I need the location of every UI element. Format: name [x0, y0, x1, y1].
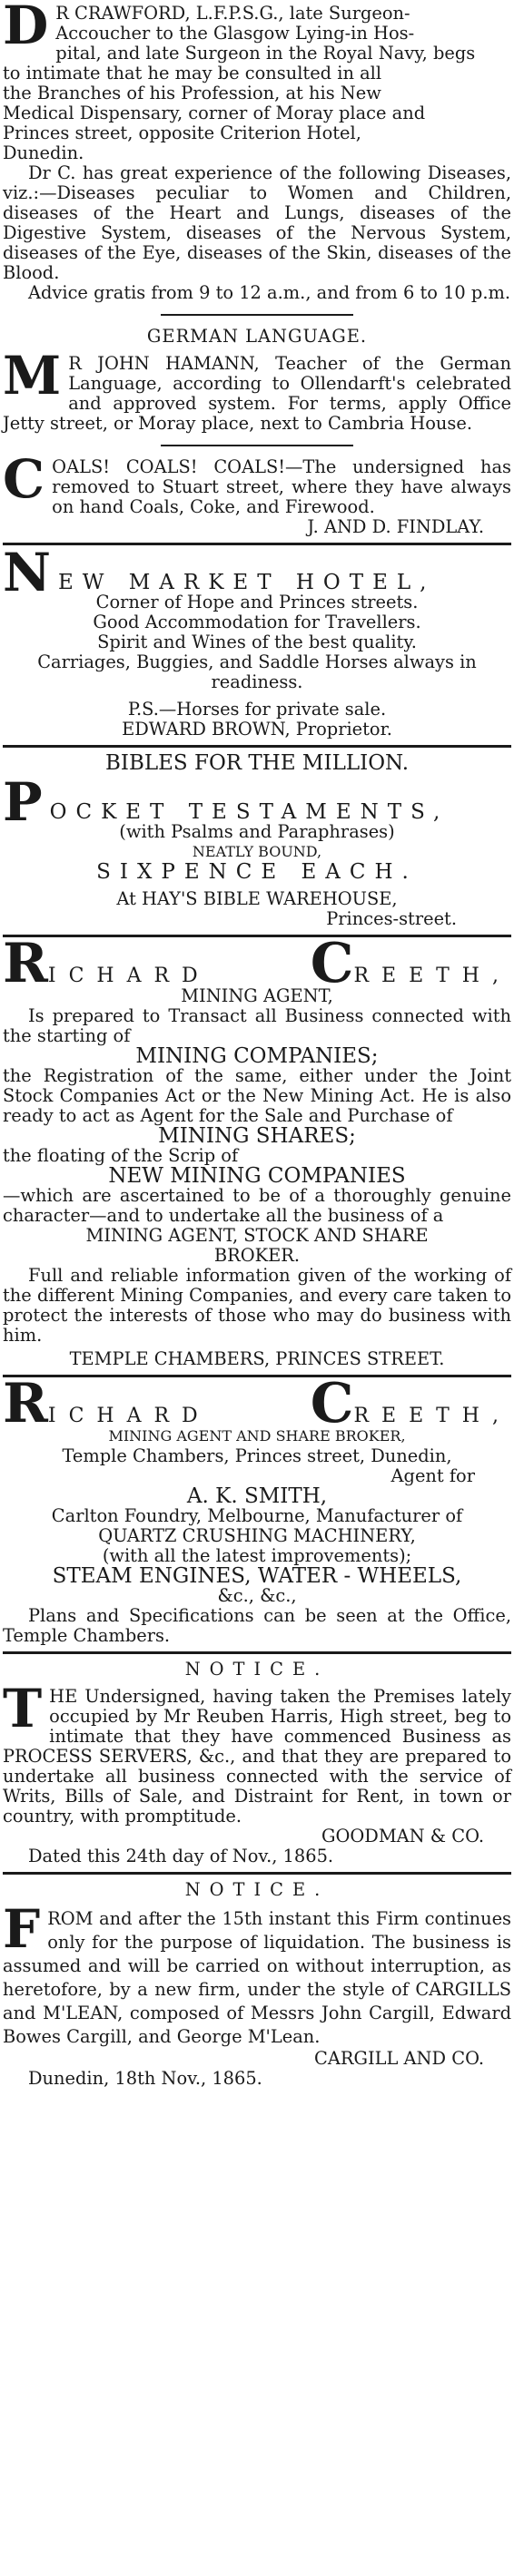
- bibles-advertisement: [3, 753, 511, 929]
- creeth2-l7: (with all the latest improvements);: [102, 1545, 412, 1566]
- crawford-line-8: Dunedin.: [3, 142, 84, 163]
- creeth2-l9: &c., &c.,: [217, 1585, 297, 1606]
- hotel-line-4: Carriages, Buggies, and Saddle Horses always in: [37, 651, 477, 672]
- name-creeth: REETH,: [353, 1405, 511, 1427]
- divider: [3, 745, 511, 748]
- divider: [3, 1872, 511, 1875]
- bibles-street: Princes-street.: [326, 908, 457, 929]
- creeth-address: TEMPLE CHAMBERS, PRINCES STREET.: [69, 1348, 445, 1369]
- cargill-notice: [3, 1880, 511, 2089]
- coals-signature: J. AND D. FINDLAY.: [307, 516, 484, 537]
- crawford-line-1: R CRAWFORD, L.F.P.S.G., late Surgeon-: [55, 3, 410, 24]
- german-language-advertisement: [3, 327, 511, 434]
- creeth-agent-for-smith-advertisement: [3, 1372, 511, 1646]
- hotel-ps: P.S.—Horses for private sale.: [127, 699, 387, 720]
- divider: [3, 935, 511, 937]
- divider: [161, 314, 354, 316]
- crawford-line-3: pital, and late Surgeon in the Royal Navy, begs: [55, 43, 476, 64]
- coals-advertisement: [3, 448, 511, 537]
- coals-text: OALS! COALS! COALS!—The undersigned has removed to Stuart street, where they have always on hand Coals, Coke, and Firewood.: [52, 456, 511, 517]
- crawford-line-2: Accoucher to the Glasgow Lying-in Hos-: [55, 23, 415, 44]
- divider: [3, 543, 511, 545]
- name-richard: ICHARD: [47, 1405, 211, 1427]
- cargill-text: ROM and after the 15th instant this Firm continues only for the purpose of liquidation. The business is assumed and will be carried on without interruption, as heretofore, by a new firm, under the style of CARGILLS and M'LEAN, composed of Messrs John Cargill, Edward Bowes Cargill, and George M'Lean.: [3, 1908, 511, 2047]
- cargill-signature: CARGILL AND CO.: [314, 2048, 484, 2069]
- hotel-title: EW MARKET HOTEL,: [58, 571, 436, 594]
- creeth-mining-agent-advertisement: [3, 932, 511, 1369]
- creeth2-l5: Carlton Foundry, Melbourne, Manufacturer of: [51, 1505, 463, 1526]
- drop-cap-c: C: [3, 448, 45, 510]
- creeth2-plans: Plans and Specifications can be seen at the Office, Temple Chambers.: [3, 1605, 511, 1646]
- german-heading: GERMAN LANGUAGE.: [146, 326, 368, 347]
- german-text: R JOHN HAMANN, Teacher of the German Language, according to Ollendarft's celebrated and approved system. For terms, apply Office Jetty street, or Moray place, next to Cambria House.: [3, 353, 511, 434]
- hotel-line-3: Spirit and Wines of the best quality.: [97, 632, 417, 652]
- creeth2-l2: Temple Chambers, Princes street, Dunedin,: [62, 1445, 452, 1466]
- hotel-line-5: readiness.: [211, 671, 303, 692]
- crawford-advertisement: [3, 0, 511, 303]
- hotel-signature: EDWARD BROWN, Proprietor.: [122, 719, 392, 739]
- creeth-p3: the floating of the Scrip of: [3, 1145, 239, 1166]
- crawford-diseases: Dr C. has great experience of the following Diseases, viz.:—Diseases peculiar to Women and Children, diseases of the Heart and Lungs, diseases of the Digestive System, diseases of the Nervous System, diseases of the Eye, diseases of the Skin, diseases of the Blood.: [3, 162, 511, 283]
- creeth-h4b: BROKER.: [213, 1245, 301, 1266]
- initial-c: C: [310, 932, 354, 995]
- bibles-heading: BIBLES FOR THE MILLION.: [104, 751, 410, 775]
- crawford-hours: Advice gratis from 9 to 12 a.m., and from 6 to 10 p.m.: [28, 282, 511, 303]
- creeth2-l3: Agent for: [390, 1465, 475, 1486]
- drop-cap-t: T: [3, 1678, 43, 1739]
- creeth2-l4: A. K. SMITH,: [186, 1484, 328, 1508]
- notice-heading: NOTICE.: [184, 1879, 330, 1900]
- crawford-line-7: Princes street, opposite Criterion Hotel,: [3, 122, 361, 143]
- bibles-bound: NEATLY BOUND,: [192, 843, 322, 860]
- creeth-h1: MINING COMPANIES;: [135, 1044, 379, 1068]
- creeth-h4a: MINING AGENT, STOCK AND SHARE: [85, 1225, 429, 1246]
- goodman-signature: GOODMAN & CO.: [321, 1826, 484, 1846]
- creeth-p2: the Registration of the same, either under the Joint Stock Companies Act or the New Mining Act. He is also ready to act as Agent for the Sale and Purchase of: [3, 1065, 511, 1126]
- hotel-advertisement: [3, 542, 511, 739]
- creeth-name: [3, 932, 511, 995]
- crawford-line-5: the Branches of his Profession, at his New: [3, 83, 381, 103]
- bibles-sub: (with Psalms and Paraphrases): [119, 821, 395, 842]
- drop-cap-m: M: [3, 345, 62, 406]
- bibles-title: OCKET TESTAMENTS,: [49, 800, 450, 824]
- divider: [161, 445, 354, 446]
- name-richard: ICHARD: [47, 965, 211, 987]
- cargill-dated: Dunedin, 18th Nov., 1865.: [28, 2068, 262, 2089]
- crawford-line-6: Medical Dispensary, corner of Moray place and: [3, 103, 426, 123]
- hotel-line-1: Corner of Hope and Princes streets.: [95, 592, 419, 612]
- creeth-p5: Full and reliable information given of the working of the different Mining Companies, and every care taken to protect the interests of those who may do business with him.: [3, 1265, 511, 1346]
- creeth2-l6: QUARTZ CRUSHING MACHINERY,: [98, 1525, 416, 1546]
- crawford-line-4: to intimate that he may be consulted in all: [3, 63, 382, 83]
- name-creeth: REETH,: [353, 965, 511, 987]
- bibles-price: SIXPENCE EACH.: [96, 860, 418, 884]
- drop-cap-n: N: [3, 542, 52, 603]
- goodman-dated: Dated this 24th day of Nov., 1865.: [28, 1846, 334, 1866]
- bibles-where: At HAY'S BIBLE WAREHOUSE,: [116, 888, 398, 909]
- goodman-notice: [3, 1660, 511, 1866]
- notice-heading: NOTICE.: [184, 1659, 330, 1680]
- drop-cap-p: P: [3, 771, 43, 833]
- divider: [3, 1375, 511, 1377]
- goodman-text: HE Undersigned, having taken the Premises lately occupied by Mr Reuben Harris, High street, beg to intimate that they have commenced Business as PROCESS SERVERS, &c., and that they are prepared to undertake all business connected with the service of Writs, Bills of Sale, and Distraint for Rent, in town or country, with promptitude.: [3, 1686, 511, 1827]
- creeth2-l1: MINING AGENT AND SHARE BROKER,: [108, 1427, 406, 1445]
- creeth-h3: NEW MINING COMPANIES: [108, 1164, 406, 1188]
- creeth-p4: —which are ascertained to be of a thoroughly genuine character—and to undertake all the business of a: [3, 1185, 511, 1226]
- drop-cap-d: D: [3, 0, 49, 56]
- initial-r: R: [3, 932, 48, 995]
- creeth2-l8: STEAM ENGINES, WATER - WHEELS,: [52, 1564, 462, 1588]
- creeth-role: MINING AGENT,: [181, 985, 333, 1006]
- creeth-p1: Is prepared to Transact all Business connected with the starting of: [3, 1005, 511, 1046]
- divider: [3, 1651, 511, 1654]
- creeth-h2: MINING SHARES;: [158, 1124, 356, 1148]
- initial-r: R: [3, 1372, 48, 1435]
- hotel-line-2: Good Accommodation for Travellers.: [93, 612, 421, 632]
- drop-cap-f: F: [3, 1898, 41, 1960]
- initial-c: C: [310, 1372, 354, 1435]
- creeth-name: [3, 1372, 511, 1435]
